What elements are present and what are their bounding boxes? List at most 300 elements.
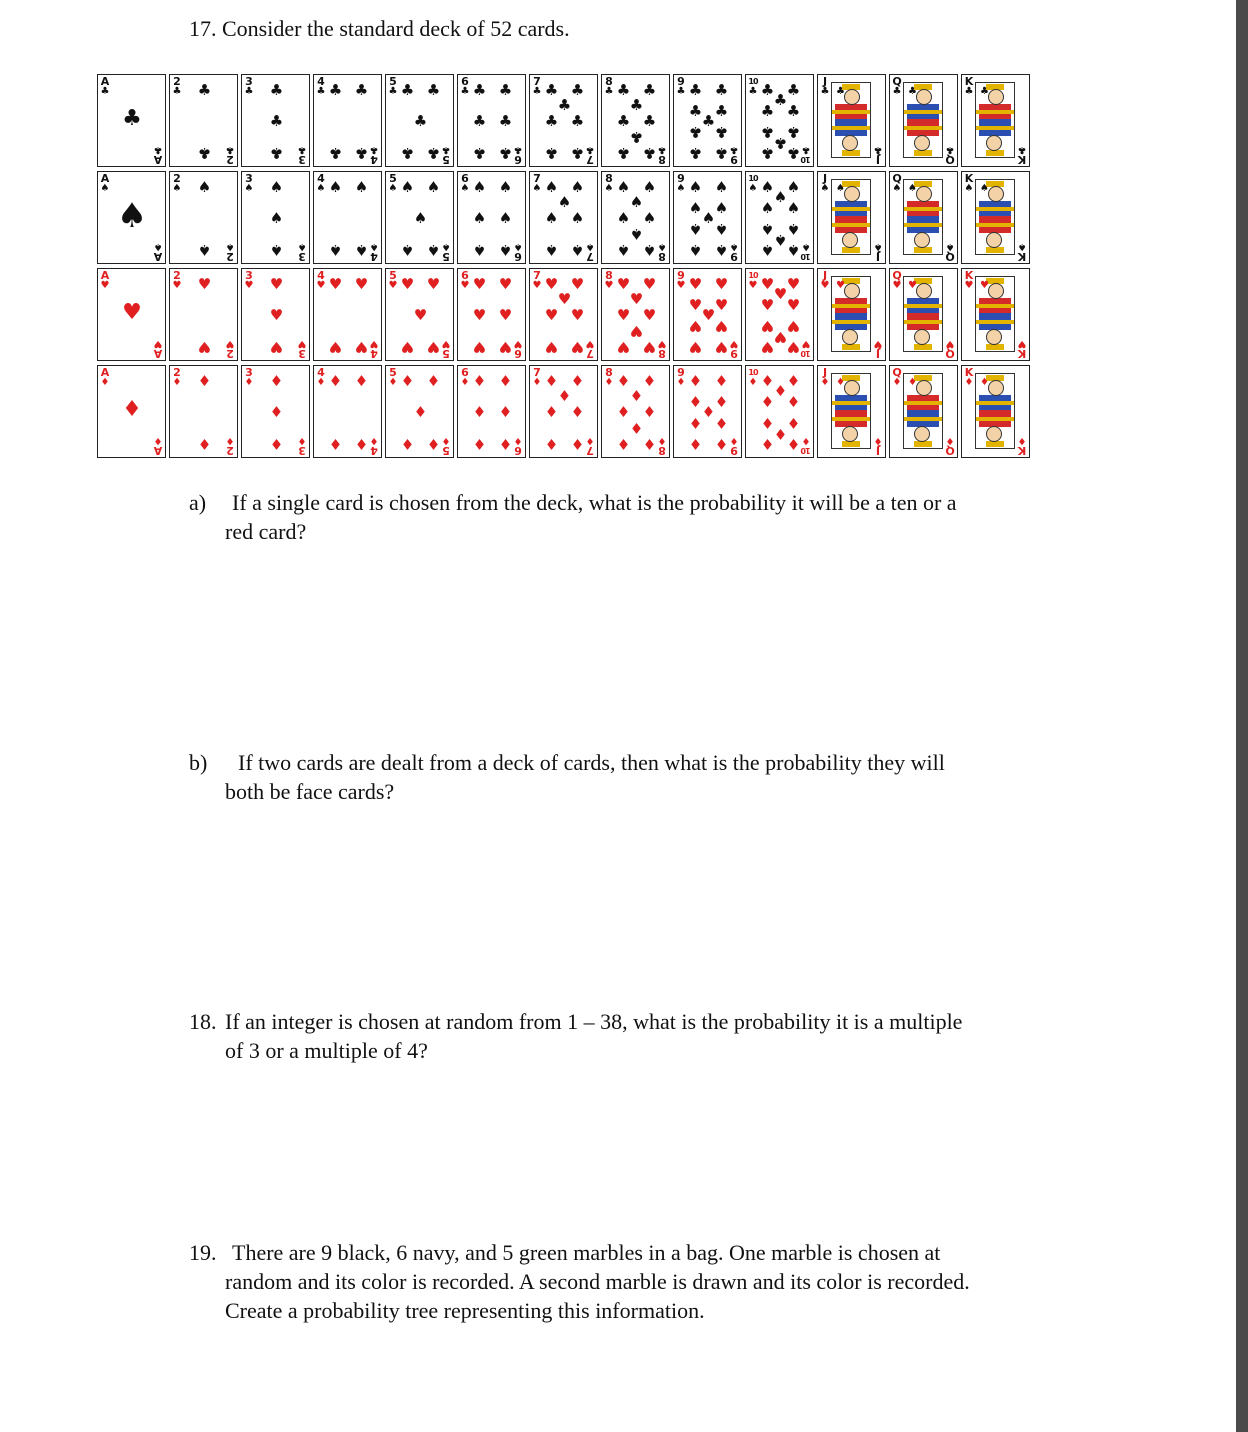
diamonds-suit-icon: ♦ xyxy=(642,402,657,421)
clubs-suit-icon: ♣ xyxy=(472,111,487,130)
diamonds-suit-icon: ♦ xyxy=(269,434,284,453)
diamonds-suit-icon: ♦ xyxy=(354,434,369,453)
card-corner-index: 9 ♥ xyxy=(676,269,686,291)
spades-suit-icon: ♠ xyxy=(557,193,572,212)
card-q-of-spades xyxy=(889,171,958,264)
question-17a-line1: If a single card is chosen from the deck, what is the probability it will be a ten or a xyxy=(232,490,957,515)
card-corner-index: 8 ♥ xyxy=(604,269,614,291)
hearts-suit-icon: ♥ xyxy=(773,327,788,346)
clubs-suit-icon: ♣ xyxy=(616,143,631,162)
clubs-suit-icon: ♣ xyxy=(642,143,657,162)
card-8-of-clubs xyxy=(601,74,670,167)
clubs-suit-icon: ♣ xyxy=(400,81,415,99)
spades-suit-icon: ♠ xyxy=(426,178,441,196)
card-corner-index: J ♣ xyxy=(873,144,883,166)
clubs-suit-icon: ♣ xyxy=(714,101,729,120)
card-corner-index: 7 ♠ xyxy=(532,172,542,194)
spades-suit-icon: ♠ xyxy=(498,178,513,196)
card-q-of-diamonds xyxy=(889,365,958,458)
hearts-suit-icon: ♥ xyxy=(197,337,212,356)
clubs-suit-icon: ♣ xyxy=(197,143,212,162)
diamonds-suit-icon: ♦ xyxy=(688,414,703,433)
spades-suit-icon: ♠ xyxy=(544,208,559,227)
card-a-of-hearts xyxy=(97,268,166,361)
clubs-suit-icon: ♣ xyxy=(714,143,729,162)
spades-suit-icon: ♠ xyxy=(197,178,212,196)
clubs-suit-icon: ♣ xyxy=(980,86,989,97)
clubs-suit-icon: ♣ xyxy=(786,101,801,120)
clubs-suit-icon: ♣ xyxy=(773,91,788,110)
clubs-suit-icon: ♣ xyxy=(354,81,369,99)
hearts-suit-icon: ♥ xyxy=(760,337,775,356)
clubs-suit-icon: ♣ xyxy=(688,101,703,120)
hearts-suit-icon: ♥ xyxy=(688,317,703,336)
hearts-suit-icon: ♥ xyxy=(714,337,729,356)
clubs-suit-icon: ♣ xyxy=(498,143,513,162)
card-corner-index: 5 ♣ xyxy=(388,75,398,97)
clubs-suit-icon: ♣ xyxy=(760,123,775,142)
diamonds-suit-icon: ♦ xyxy=(400,434,415,453)
diamonds-suit-icon: ♦ xyxy=(472,402,487,421)
hearts-suit-icon: ♥ xyxy=(557,290,572,309)
page-edge xyxy=(1236,0,1248,1432)
spades-suit-icon: ♠ xyxy=(786,220,801,239)
card-corner-index: 10 ♥ xyxy=(801,338,811,358)
card-2-of-hearts xyxy=(169,268,238,361)
hearts-suit-icon: ♥ xyxy=(701,305,716,324)
clubs-suit-icon: ♣ xyxy=(836,86,845,97)
card-8-of-spades xyxy=(601,171,670,264)
question-17 xyxy=(189,14,570,43)
diamonds-suit-icon: ♦ xyxy=(714,414,729,433)
diamonds-suit-icon: ♦ xyxy=(786,434,801,453)
diamonds-suit-icon: ♦ xyxy=(197,434,212,453)
diamonds-suit-icon: ♦ xyxy=(472,372,487,390)
card-corner-index: 5 ♥ xyxy=(388,269,398,291)
clubs-suit-icon: ♣ xyxy=(616,111,631,130)
card-j-of-diamonds xyxy=(817,365,886,458)
spades-suit-icon: ♠ xyxy=(760,198,775,217)
card-corner-index: 3 ♠ xyxy=(297,241,307,263)
clubs-suit-icon: ♣ xyxy=(570,111,585,130)
hearts-suit-icon: ♥ xyxy=(714,317,729,336)
hearts-suit-icon: ♥ xyxy=(688,337,703,356)
clubs-suit-icon: ♣ xyxy=(786,81,801,99)
spades-suit-icon: ♠ xyxy=(642,240,657,259)
hearts-suit-icon: ♥ xyxy=(688,295,703,314)
card-corner-index: 7 ♥ xyxy=(585,338,595,360)
spades-suit-icon: ♠ xyxy=(760,178,775,196)
hearts-suit-icon: ♥ xyxy=(426,275,441,293)
question-18-line2: of 3 or a multiple of 4? xyxy=(225,1038,428,1063)
card-corner-index: J ♠ xyxy=(820,172,830,194)
question-18-line1: If an integer is chosen at random from 1 – 38, what is the probability it is a multiple xyxy=(225,1009,963,1034)
card-corner-index: 9 ♦ xyxy=(729,435,739,457)
card-corner-index: 10 ♦ xyxy=(801,435,811,455)
diamonds-suit-icon: ♦ xyxy=(426,434,441,453)
diamonds-suit-icon: ♦ xyxy=(544,402,559,421)
card-10-of-clubs xyxy=(745,74,814,167)
spades-suit-icon: ♠ xyxy=(269,178,284,196)
clubs-suit-icon: ♣ xyxy=(544,111,559,130)
card-corner-index: 4 ♦ xyxy=(369,435,379,457)
question-17b-line2: both be face cards? xyxy=(225,779,395,804)
clubs-suit-icon: ♣ xyxy=(760,101,775,120)
hearts-suit-icon: ♥ xyxy=(642,337,657,356)
hearts-suit-icon: ♥ xyxy=(354,337,369,356)
card-6-of-hearts xyxy=(457,268,526,361)
clubs-suit-icon: ♣ xyxy=(688,81,703,99)
hearts-suit-icon: ♥ xyxy=(616,275,631,293)
card-corner-index: 6 ♣ xyxy=(460,75,470,97)
clubs-suit-icon: ♣ xyxy=(269,143,284,162)
card-corner-index: A ♦ xyxy=(100,366,110,388)
diamonds-suit-icon: ♦ xyxy=(629,387,644,406)
card-a-of-spades xyxy=(97,171,166,264)
card-corner-index: 10 ♣ xyxy=(748,77,758,97)
hearts-suit-icon: ♥ xyxy=(472,275,487,293)
hearts-suit-icon: ♥ xyxy=(760,295,775,314)
card-corner-index: 3 ♥ xyxy=(244,269,254,291)
card-corner-index: 8 ♠ xyxy=(657,241,667,263)
spades-suit-icon: ♠ xyxy=(714,178,729,196)
hearts-suit-icon: ♥ xyxy=(400,337,415,356)
card-corner-index: Q ♥ xyxy=(892,269,902,291)
diamonds-suit-icon: ♦ xyxy=(773,424,788,443)
spades-suit-icon: ♠ xyxy=(760,220,775,239)
card-corner-index: A ♥ xyxy=(153,338,163,360)
hearts-suit-icon: ♥ xyxy=(760,317,775,336)
spades-suit-icon: ♠ xyxy=(570,240,585,259)
spades-suit-icon: ♠ xyxy=(760,240,775,259)
hearts-suit-icon: ♥ xyxy=(122,300,142,325)
card-4-of-hearts xyxy=(313,268,382,361)
clubs-suit-icon: ♣ xyxy=(413,111,428,130)
question-18-number: 18. xyxy=(189,1009,217,1034)
card-corner-index: Q ♦ xyxy=(892,366,902,388)
spades-suit-icon: ♠ xyxy=(544,240,559,259)
diamonds-suit-icon: ♦ xyxy=(616,372,631,390)
card-corner-index: Q ♠ xyxy=(945,241,955,263)
card-corner-index: A ♠ xyxy=(153,241,163,263)
card-corner-index: J ♥ xyxy=(820,269,830,291)
card-corner-index: A ♣ xyxy=(100,75,110,97)
diamonds-suit-icon: ♦ xyxy=(498,434,513,453)
card-7-of-diamonds xyxy=(529,365,598,458)
hearts-suit-icon: ♥ xyxy=(328,275,343,293)
clubs-suit-icon: ♣ xyxy=(773,133,788,152)
card-corner-index: 5 ♦ xyxy=(441,435,451,457)
spades-suit-icon: ♠ xyxy=(269,208,284,227)
card-corner-index: 8 ♥ xyxy=(657,338,667,360)
clubs-suit-icon: ♣ xyxy=(714,123,729,142)
card-corner-index: 10 ♦ xyxy=(748,368,758,388)
card-corner-index: 10 ♣ xyxy=(801,144,811,164)
diamonds-suit-icon: ♦ xyxy=(197,372,212,390)
card-corner-index: 7 ♣ xyxy=(532,75,542,97)
spades-suit-icon: ♠ xyxy=(328,178,343,196)
hearts-suit-icon: ♥ xyxy=(544,337,559,356)
clubs-suit-icon: ♣ xyxy=(269,111,284,130)
card-corner-index: 4 ♠ xyxy=(316,172,326,194)
hearts-suit-icon: ♥ xyxy=(197,275,212,293)
diamonds-suit-icon: ♦ xyxy=(701,402,716,421)
clubs-suit-icon: ♣ xyxy=(400,143,415,162)
question-19-number: 19. xyxy=(189,1240,217,1265)
clubs-suit-icon: ♣ xyxy=(760,143,775,162)
diamonds-suit-icon: ♦ xyxy=(980,377,989,388)
card-corner-index: J ♦ xyxy=(820,366,830,388)
card-9-of-spades xyxy=(673,171,742,264)
card-corner-index: 9 ♠ xyxy=(729,241,739,263)
diamonds-suit-icon: ♦ xyxy=(760,434,775,453)
card-corner-index: 6 ♠ xyxy=(513,241,523,263)
diamonds-suit-icon: ♦ xyxy=(570,402,585,421)
card-corner-index: 7 ♦ xyxy=(585,435,595,457)
diamonds-suit-icon: ♦ xyxy=(544,372,559,390)
spades-suit-icon: ♠ xyxy=(472,208,487,227)
card-5-of-spades xyxy=(385,171,454,264)
card-9-of-hearts xyxy=(673,268,742,361)
card-corner-index: A ♠ xyxy=(100,172,110,194)
hearts-suit-icon: ♥ xyxy=(773,285,788,304)
diamonds-suit-icon: ♦ xyxy=(688,434,703,453)
diamonds-suit-icon: ♦ xyxy=(616,402,631,421)
hearts-suit-icon: ♥ xyxy=(629,290,644,309)
hearts-suit-icon: ♥ xyxy=(714,295,729,314)
card-corner-index: 8 ♠ xyxy=(604,172,614,194)
spades-suit-icon: ♠ xyxy=(354,240,369,259)
card-corner-index: 6 ♣ xyxy=(513,144,523,166)
card-corner-index: J ♥ xyxy=(873,338,883,360)
card-corner-index: 2 ♦ xyxy=(172,366,182,388)
diamonds-suit-icon: ♦ xyxy=(269,402,284,421)
clubs-suit-icon: ♣ xyxy=(544,143,559,162)
spades-suit-icon: ♠ xyxy=(629,225,644,244)
hearts-suit-icon: ♥ xyxy=(269,305,284,324)
card-8-of-hearts xyxy=(601,268,670,361)
question-19-line3: Create a probability tree representing this information. xyxy=(225,1298,705,1323)
question-17-text: Consider the standard deck of 52 cards. xyxy=(222,16,570,41)
card-q-of-clubs xyxy=(889,74,958,167)
card-corner-index: K ♠ xyxy=(964,172,974,194)
card-corner-index: 9 ♣ xyxy=(729,144,739,166)
hearts-suit-icon: ♥ xyxy=(472,337,487,356)
diamonds-suit-icon: ♦ xyxy=(642,434,657,453)
spades-suit-icon: ♠ xyxy=(116,196,148,236)
card-corner-index: 5 ♠ xyxy=(388,172,398,194)
card-corner-index: 3 ♣ xyxy=(244,75,254,97)
hearts-suit-icon: ♥ xyxy=(786,275,801,293)
diamonds-suit-icon: ♦ xyxy=(570,434,585,453)
hearts-suit-icon: ♥ xyxy=(269,275,284,293)
spades-suit-icon: ♠ xyxy=(688,198,703,217)
spades-suit-icon: ♠ xyxy=(836,183,845,194)
card-corner-index: 4 ♣ xyxy=(369,144,379,166)
spades-suit-icon: ♠ xyxy=(354,178,369,196)
clubs-suit-icon: ♣ xyxy=(570,143,585,162)
clubs-suit-icon: ♣ xyxy=(629,96,644,115)
clubs-suit-icon: ♣ xyxy=(642,111,657,130)
diamonds-suit-icon: ♦ xyxy=(786,414,801,433)
card-corner-index: 4 ♦ xyxy=(316,366,326,388)
clubs-suit-icon: ♣ xyxy=(714,81,729,99)
spades-suit-icon: ♠ xyxy=(908,183,917,194)
diamonds-suit-icon: ♦ xyxy=(760,392,775,411)
card-4-of-clubs xyxy=(313,74,382,167)
clubs-suit-icon: ♣ xyxy=(328,143,343,162)
card-corner-index: 6 ♥ xyxy=(460,269,470,291)
spades-suit-icon: ♠ xyxy=(544,178,559,196)
hearts-suit-icon: ♥ xyxy=(570,275,585,293)
diamonds-suit-icon: ♦ xyxy=(472,434,487,453)
clubs-suit-icon: ♣ xyxy=(426,143,441,162)
card-j-of-clubs xyxy=(817,74,886,167)
spades-suit-icon: ♠ xyxy=(400,240,415,259)
question-19-line1: There are 9 black, 6 navy, and 5 green marbles in a bag. One marble is chosen at xyxy=(232,1240,941,1265)
card-corner-index: 7 ♣ xyxy=(585,144,595,166)
card-corner-index: 10 ♠ xyxy=(801,241,811,261)
spades-suit-icon: ♠ xyxy=(688,178,703,196)
diamonds-suit-icon: ♦ xyxy=(354,372,369,390)
clubs-suit-icon: ♣ xyxy=(786,143,801,162)
clubs-suit-icon: ♣ xyxy=(426,81,441,99)
card-3-of-spades xyxy=(241,171,310,264)
card-j-of-spades xyxy=(817,171,886,264)
card-corner-index: 7 ♦ xyxy=(532,366,542,388)
spades-suit-icon: ♠ xyxy=(413,208,428,227)
hearts-suit-icon: ♥ xyxy=(544,305,559,324)
card-9-of-diamonds xyxy=(673,365,742,458)
card-corner-index: 9 ♥ xyxy=(729,338,739,360)
hearts-suit-icon: ♥ xyxy=(688,275,703,293)
hearts-suit-icon: ♥ xyxy=(472,305,487,324)
diamonds-suit-icon: ♦ xyxy=(616,434,631,453)
spades-suit-icon: ♠ xyxy=(786,240,801,259)
question-17b-line1: If two cards are dealt from a deck of cards, then what is the probability they will xyxy=(238,750,945,775)
clubs-suit-icon: ♣ xyxy=(498,81,513,99)
clubs-suit-icon: ♣ xyxy=(544,81,559,99)
card-corner-index: J ♠ xyxy=(873,241,883,263)
hearts-suit-icon: ♥ xyxy=(786,337,801,356)
clubs-suit-icon: ♣ xyxy=(760,81,775,99)
diamonds-suit-icon: ♦ xyxy=(688,392,703,411)
card-corner-index: Q ♥ xyxy=(945,338,955,360)
diamonds-suit-icon: ♦ xyxy=(557,387,572,406)
spades-suit-icon: ♠ xyxy=(714,220,729,239)
card-k-of-diamonds xyxy=(961,365,1030,458)
spades-suit-icon: ♠ xyxy=(498,208,513,227)
hearts-suit-icon: ♥ xyxy=(269,337,284,356)
diamonds-suit-icon: ♦ xyxy=(544,434,559,453)
diamonds-suit-icon: ♦ xyxy=(269,372,284,390)
spades-suit-icon: ♠ xyxy=(400,178,415,196)
card-corner-index: 6 ♦ xyxy=(513,435,523,457)
card-corner-index: 7 ♥ xyxy=(532,269,542,291)
clubs-suit-icon: ♣ xyxy=(688,143,703,162)
card-7-of-spades xyxy=(529,171,598,264)
hearts-suit-icon: ♥ xyxy=(629,322,644,341)
diamonds-suit-icon: ♦ xyxy=(122,397,142,422)
card-corner-index: 2 ♠ xyxy=(225,241,235,263)
card-corner-index: 2 ♥ xyxy=(225,338,235,360)
card-corner-index: 4 ♥ xyxy=(316,269,326,291)
card-corner-index: 10 ♥ xyxy=(748,271,758,291)
diamonds-suit-icon: ♦ xyxy=(688,372,703,390)
clubs-suit-icon: ♣ xyxy=(498,111,513,130)
clubs-suit-icon: ♣ xyxy=(570,81,585,99)
hearts-suit-icon: ♥ xyxy=(980,280,989,291)
card-8-of-diamonds xyxy=(601,365,670,458)
spades-suit-icon: ♠ xyxy=(197,240,212,259)
diamonds-suit-icon: ♦ xyxy=(786,372,801,390)
spades-suit-icon: ♠ xyxy=(773,188,788,207)
card-3-of-diamonds xyxy=(241,365,310,458)
card-corner-index: 3 ♣ xyxy=(297,144,307,166)
spades-suit-icon: ♠ xyxy=(688,220,703,239)
hearts-suit-icon: ♥ xyxy=(354,275,369,293)
diamonds-suit-icon: ♦ xyxy=(714,392,729,411)
card-corner-index: J ♦ xyxy=(873,435,883,457)
hearts-suit-icon: ♥ xyxy=(328,337,343,356)
hearts-suit-icon: ♥ xyxy=(570,337,585,356)
card-corner-index: 3 ♥ xyxy=(297,338,307,360)
card-a-of-clubs xyxy=(97,74,166,167)
hearts-suit-icon: ♥ xyxy=(498,275,513,293)
card-k-of-spades xyxy=(961,171,1030,264)
card-10-of-hearts xyxy=(745,268,814,361)
clubs-suit-icon: ♣ xyxy=(122,106,142,131)
hearts-suit-icon: ♥ xyxy=(786,295,801,314)
card-corner-index: 2 ♣ xyxy=(172,75,182,97)
diamonds-suit-icon: ♦ xyxy=(328,372,343,390)
diamonds-suit-icon: ♦ xyxy=(570,372,585,390)
spades-suit-icon: ♠ xyxy=(570,178,585,196)
diamonds-suit-icon: ♦ xyxy=(836,377,845,388)
card-corner-index: 5 ♦ xyxy=(388,366,398,388)
clubs-suit-icon: ♣ xyxy=(908,86,917,97)
diamonds-suit-icon: ♦ xyxy=(760,372,775,390)
card-corner-index: Q ♣ xyxy=(945,144,955,166)
card-corner-index: 6 ♦ xyxy=(460,366,470,388)
hearts-suit-icon: ♥ xyxy=(498,337,513,356)
hearts-suit-icon: ♥ xyxy=(836,280,845,291)
hearts-suit-icon: ♥ xyxy=(616,305,631,324)
card-corner-index: 5 ♥ xyxy=(441,338,451,360)
spades-suit-icon: ♠ xyxy=(773,230,788,249)
card-corner-index: Q ♦ xyxy=(945,435,955,457)
card-corner-index: A ♦ xyxy=(153,435,163,457)
spades-suit-icon: ♠ xyxy=(701,208,716,227)
card-corner-index: 2 ♥ xyxy=(172,269,182,291)
card-10-of-spades xyxy=(745,171,814,264)
diamonds-suit-icon: ♦ xyxy=(426,372,441,390)
card-corner-index: K ♦ xyxy=(1017,435,1027,457)
spades-suit-icon: ♠ xyxy=(714,240,729,259)
question-17a xyxy=(189,488,1089,546)
hearts-suit-icon: ♥ xyxy=(570,305,585,324)
spades-suit-icon: ♠ xyxy=(570,208,585,227)
diamonds-suit-icon: ♦ xyxy=(413,402,428,421)
spades-suit-icon: ♠ xyxy=(328,240,343,259)
card-corner-index: 4 ♥ xyxy=(369,338,379,360)
card-corner-index: K ♣ xyxy=(964,75,974,97)
clubs-suit-icon: ♣ xyxy=(629,128,644,147)
question-19 xyxy=(189,1238,1109,1325)
card-corner-index: 7 ♠ xyxy=(585,241,595,263)
card-corner-index: A ♣ xyxy=(153,144,163,166)
card-5-of-diamonds xyxy=(385,365,454,458)
